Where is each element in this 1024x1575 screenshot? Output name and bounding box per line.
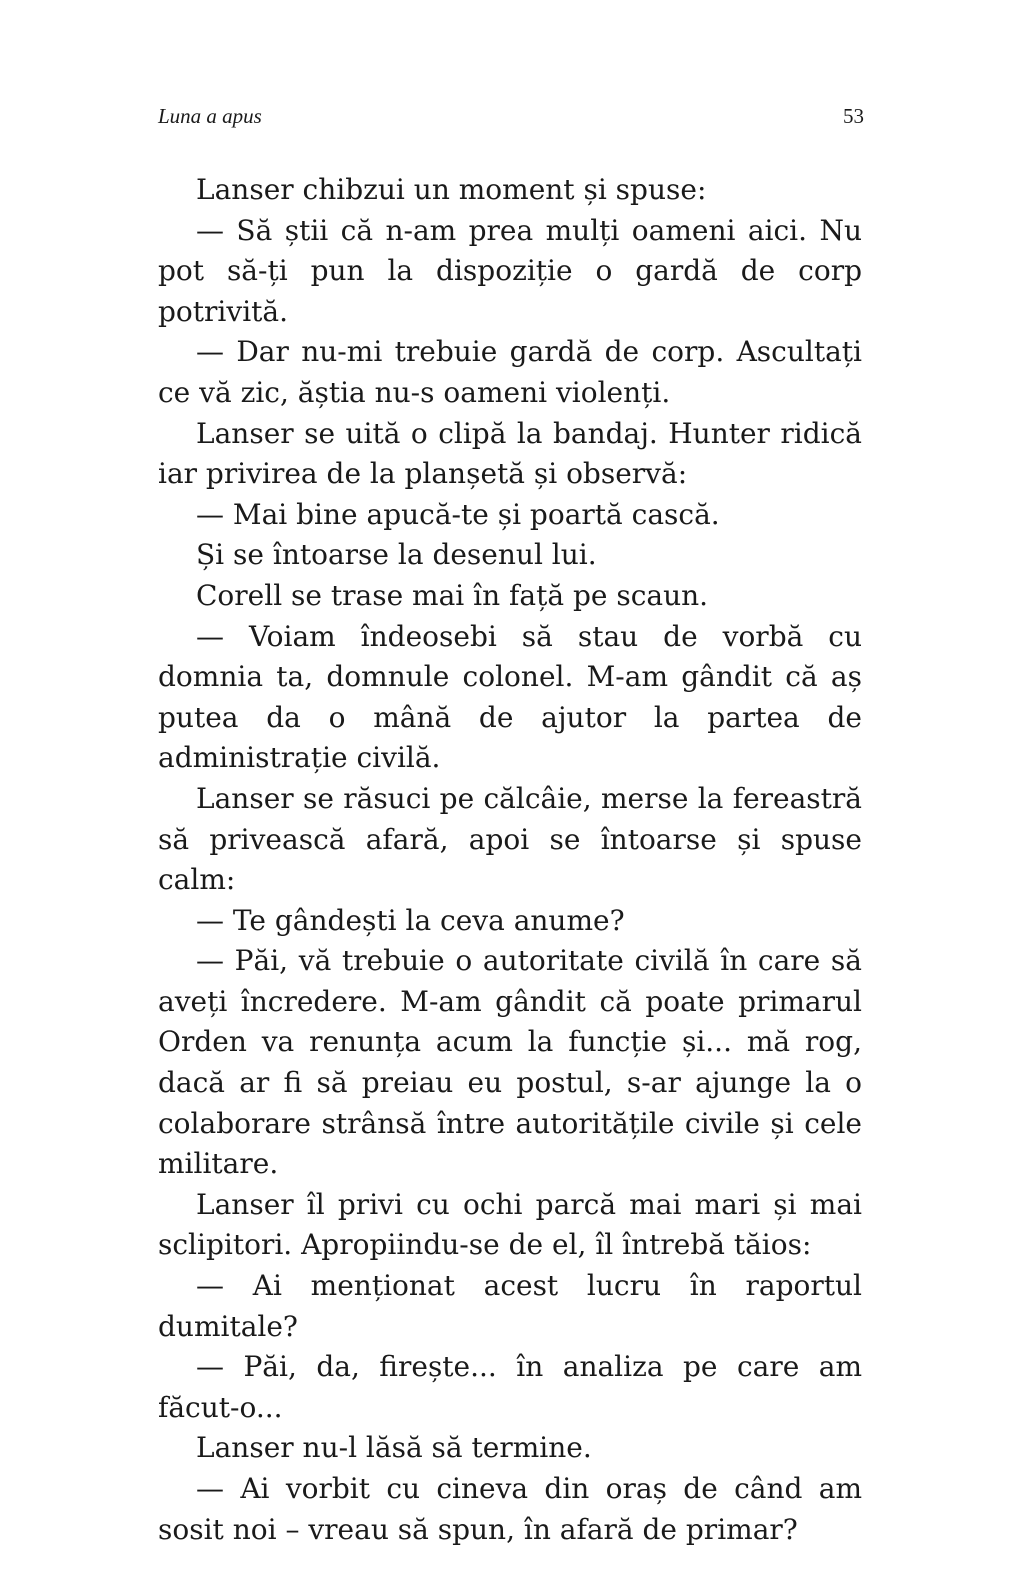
- paragraph: — Ai menționat acest lucru în raportul dumitale?: [158, 1269, 862, 1343]
- page-header: [158, 104, 864, 134]
- paragraph: — Dar nu-mi trebuie gardă de corp. Ascultați ce vă zic, ăștia nu-s oameni violenți.: [158, 335, 862, 409]
- paragraph: — Păi, da, firește... în analiza pe care am făcut-o...: [158, 1350, 862, 1424]
- text-body: [158, 170, 862, 1550]
- paragraph: — Voiam îndeosebi să stau de vorbă cu domnia ta, domnule colonel. M-am gândit că aș putea da o mână de ajutor la partea de administrație civilă.: [158, 619, 862, 775]
- paragraph: Lanser îl privi cu ochi parcă mai mari și mai sclipitori. Apropiindu-se de el, îl întrebă tăios:: [158, 1187, 862, 1262]
- paragraph: — Mai bine apucă-te și poartă cască.: [196, 497, 720, 531]
- paragraph: Corell se trase mai în față pe scaun.: [196, 578, 709, 612]
- paragraph: — Te gândești la ceva anume?: [196, 903, 625, 937]
- paragraph: Lanser chibzui un moment și spuse:: [196, 173, 707, 206]
- paragraph: Lanser se uită o clipă la bandaj. Hunter ridică iar privirea de la planșetă și observă:: [158, 416, 862, 491]
- paragraph: — Ai vorbit cu cineva din oraș de când am sosit noi – vreau să spun, în afară de primar?: [158, 1472, 862, 1546]
- running-title: Luna a apus: [158, 104, 262, 128]
- paragraph: Lanser nu-l lăsă să termine.: [196, 1431, 592, 1465]
- paragraph: — Păi, vă trebuie o autoritate civilă în care să aveți încredere. M-am gândit că poate primarul Orden va renunța acum la funcție și... mă rog, dacă ar fi să preiau eu postul, s-ar ajunge la o colaborare strânsă între autoritățile civile și cele militare.: [158, 944, 862, 1181]
- page-number: 53: [843, 104, 864, 128]
- paragraph: Lanser se răsuci pe călcâie, merse la fereastră să privească afară, apoi se întoarse și spuse calm:: [158, 781, 862, 897]
- paragraph: — Să știi că n-am prea mulți oameni aici. Nu pot să-ți pun la dispoziție o gardă de corp potrivită.: [158, 213, 862, 328]
- paragraph: Și se întoarse la desenul lui.: [196, 538, 597, 572]
